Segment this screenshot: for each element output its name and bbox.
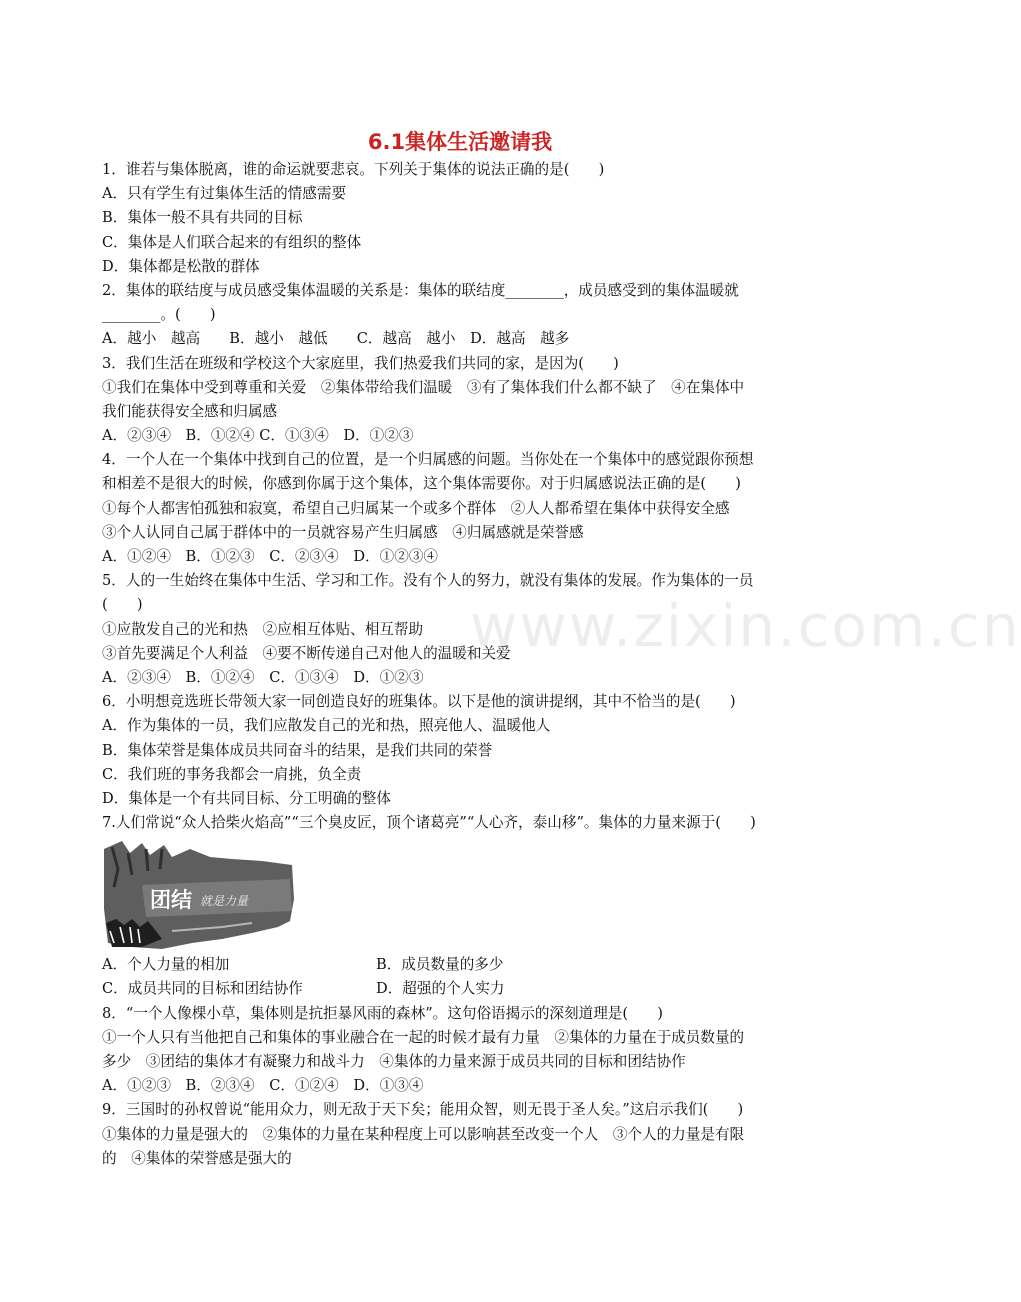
- q5-items-line1: ①应散发自己的光和热 ②应相互体贴、相互帮助: [102, 620, 424, 638]
- q8-options: A．①②③ B．②③④ C．①②④ D．①③④: [102, 1077, 424, 1095]
- q7-option-c: C．成员共同的目标和团结协作: [102, 980, 303, 998]
- q4-items-line2: ③个人认同自己属于群体中的一员就容易产生归属感 ④归属感就是荣誉感: [102, 523, 584, 541]
- q2-stem-line1: 2．集体的联结度与成员感受集体温暖的关系是：集体的联结度________，成员感受到的集体温暖就: [102, 281, 739, 299]
- q1-option-b: B．集体一般不具有共同的目标: [102, 209, 303, 227]
- q3-items-line1: ①我们在集体中受到尊重和关爱 ②集体带给我们温暖 ③有了集体我们什么都不缺了 ④在集体中: [102, 378, 745, 396]
- q4-stem-line2: 和相差不是很大的时候，你感到你属于这个集体，这个集体需要你。对于归属感说法正确的是( ): [102, 475, 741, 493]
- q7-options-row2: [102, 977, 822, 1001]
- q6-option-b: B．集体荣誉是集体成员共同奋斗的结果，是我们共同的荣誉: [102, 741, 493, 759]
- q2-options: A．越小 越高 B．越小 越低 C．越高 越小 D．越高 越多: [102, 330, 570, 348]
- q5-items-line2: ③首先要满足个人利益 ④要不断传递自己对他人的温暖和关爱: [102, 644, 511, 662]
- q6-stem: 6．小明想竞选班长带领大家一同创造良好的班集体。以下是他的演讲提纲，其中不恰当的是( ): [102, 693, 736, 711]
- q1-option-c: C．集体是人们联合起来的有组织的整体: [102, 233, 362, 251]
- q1-stem: 1．谁若与集体脱离，谁的命运就要悲哀。下列关于集体的说法正确的是( ): [102, 161, 605, 178]
- q4-options: A．①②④ B．①②③ C．②③④ D．①②③④: [102, 548, 439, 565]
- q9-items-line2: 的 ④集体的荣誉感是强大的: [102, 1149, 292, 1167]
- q6-option-c: C．我们班的事务我都会一肩挑，负全责: [102, 765, 362, 783]
- q7-option-b: B．成员数量的多少: [376, 956, 504, 974]
- q2-stem-line2: ________。( ): [102, 306, 216, 324]
- q3-items-line2: 我们能获得安全感和归属感: [102, 402, 278, 420]
- unity-illustration: [102, 839, 296, 951]
- page-title: 6.1集体生活邀请我: [367, 130, 553, 154]
- q7-options-row1: [102, 953, 822, 977]
- q6-option-a: A．作为集体的一员，我们应散发自己的光和热，照亮他人、温暖他人: [102, 717, 551, 735]
- q1-option-d: D．集体都是松散的群体: [102, 257, 260, 275]
- q3-options: A．②③④ B．①②④ C．①③④ D．①②③: [102, 427, 414, 445]
- q6-option-d: D．集体是一个有共同目标、分工明确的整体: [102, 789, 391, 807]
- q7-option-d: D．超强的个人实力: [376, 980, 505, 998]
- q5-options: A．②③④ B．①②④ C．①③④ D．①②③: [102, 668, 424, 686]
- q3-stem: 3．我们生活在班级和学校这个大家庭里，我们热爱我们共同的家，是因为( ): [102, 354, 619, 372]
- q8-items-line1: ①一个人只有当他把自己和集体的事业融合在一起的时候才最有力量 ②集体的力量在于成员数量的: [102, 1028, 745, 1046]
- q4-items-line1: ①每个人都害怕孤独和寂寞，希望自己归属某一个或多个群体 ②人人都希望在集体中获得安全感: [102, 499, 730, 517]
- q4-stem-line1: 4．一个人在一个集体中找到自己的位置，是一个归属感的问题。当你处在一个集体中的感觉跟你预想: [102, 451, 754, 469]
- q9-items-line1: ①集体的力量是强大的 ②集体的力量在某种程度上可以影响甚至改变一个人 ③个人的力量是有限: [102, 1125, 745, 1143]
- q5-stem-line1: 5．人的一生始终在集体中生活、学习和工作。没有个人的努力，就没有集体的发展。作为集体的一员: [102, 572, 754, 590]
- watermark: www.zixin.com.cn: [470, 592, 1021, 660]
- slogan-main: 团结: [150, 888, 192, 913]
- slogan-sub: 就是力量: [200, 894, 249, 909]
- unity-illustration-graphic: [102, 839, 296, 951]
- q9-stem: 9．三国时的孙权曾说“能用众力，则无敌于天下矣；能用众智，则无畏于圣人矣。”这启示我们( ): [102, 1101, 744, 1119]
- q8-stem: 8．“一个人像棵小草，集体则是抗拒暴风雨的森林”。这句俗语揭示的深刻道理是( ): [102, 1004, 663, 1022]
- question-list: [102, 158, 822, 1171]
- q8-items-line2: 多少 ③团结的集体才有凝聚力和战斗力 ④集体的力量来源于成员共同的目标和团结协作: [102, 1053, 686, 1070]
- q1-option-a: A．只有学生有过集体生活的情感需要: [102, 185, 347, 203]
- q7-stem: 7.人们常说“众人拾柴火焰高”“三个臭皮匠，顶个诸葛亮”“人心齐，泰山移”。集体的力量来源于( ): [102, 814, 756, 832]
- q5-stem-line2: ( ): [102, 596, 143, 614]
- q7-option-a: A．个人力量的相加: [102, 956, 230, 974]
